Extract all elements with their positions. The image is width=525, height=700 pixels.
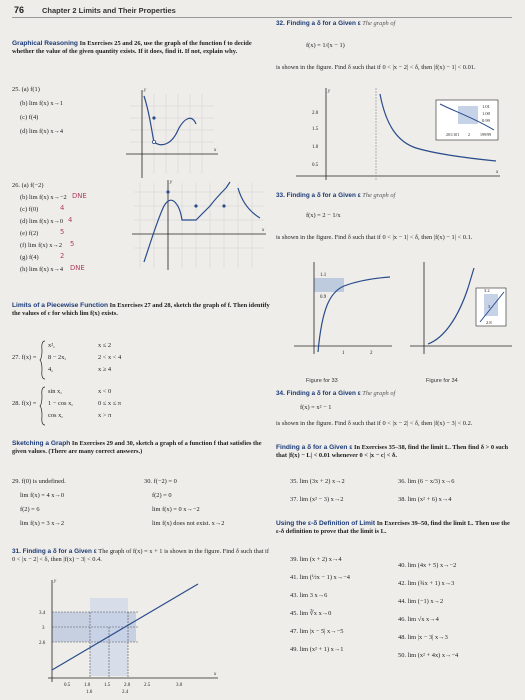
ex48: 48. lim |x − 3| x→3 [398, 634, 448, 641]
ex32-ylabel-2: 1.5 [312, 127, 319, 132]
ex31-xlabel-5: 2.5 [144, 683, 151, 688]
chapter-title: Chapter 2 Limits and Their Properties [42, 6, 176, 15]
exercise-32 [276, 20, 514, 28]
ex28-case-2: 1 − cos x, [48, 400, 73, 407]
ex34-title-tail: The graph of [362, 390, 396, 397]
exercise-27 [12, 340, 192, 380]
ex33-label-2: 0.9 [320, 295, 327, 300]
ex50: 50. lim (x² + 4x) x→−4 [398, 652, 459, 659]
ex26-a: 26. (a) f(−2) [12, 182, 44, 189]
ex32-function: f(x) = 1/(x − 1) [306, 42, 345, 49]
section-title: Limits of a Piecewise Function [12, 302, 108, 309]
ex31-ylabel-2: 3 [42, 626, 45, 631]
svg-text:y: y [54, 579, 57, 584]
piecewise-section [12, 302, 270, 318]
ex43: 43. lim 3 x→6 [290, 592, 328, 599]
ex34-label-1: 3.2 [484, 288, 490, 293]
section-title: Finding a δ for a Given ε [276, 444, 353, 451]
ex30-4: lim f(x) does not exist. x→2 [152, 520, 225, 527]
ex27-cond-3: x ≥ 4 [98, 366, 112, 373]
ex49: 49. lim (x² + 1) x→1 [290, 646, 344, 653]
ex31-xlabel-8: 2.4 [122, 690, 129, 695]
ex32-inset-2: 1.00 [482, 111, 490, 116]
ex32-ylabel-4: 0.5 [312, 163, 319, 168]
ex26-c: (c) f(0) [20, 206, 39, 213]
ex34-function: f(x) = x² − 1 [300, 404, 332, 411]
ex32-inset-3: 0.99 [482, 118, 490, 123]
ex36: 36. lim (6 − x/3) x→6 [398, 478, 455, 485]
ex39: 39. lim (x + 2) x→4 [290, 556, 342, 563]
svg-text:y: y [144, 88, 147, 93]
figure-caption-33: Figure for 33 [306, 378, 338, 384]
ex35: 35. lim (3x + 2) x→2 [290, 478, 345, 485]
ex31-xlabel-2: 1.0 [84, 683, 91, 688]
ex32-inset-1: 1.01 [482, 104, 490, 109]
ex38: 38. lim (x² + 6) x→4 [398, 496, 452, 503]
graphical-reasoning-section [12, 40, 270, 56]
ex32-title-tail: The graph of [362, 20, 396, 27]
ex44: 44. lim (−1) x→2 [398, 598, 444, 605]
ex31-graph [38, 576, 228, 696]
ex27-case-2: 8 − 2x, [48, 354, 66, 361]
handwriting-b: DNE [72, 192, 87, 200]
ex26-g: (g) f(4) [20, 254, 39, 261]
ex35-38-section [276, 444, 514, 460]
brace [40, 340, 46, 380]
section-title: Sketching a Graph [12, 440, 71, 447]
ex45: 45. lim ∛x x→0 [290, 610, 332, 617]
ex42: 42. lim (¾x + 1) x→3 [398, 580, 455, 587]
ex32-inset-4: 201/101 [446, 132, 460, 137]
ex32-inset-5: 2 [468, 132, 470, 137]
ex26-f: (f) lim f(x) x→2 [20, 242, 63, 249]
ex47: 47. lim |x − 5| x→−5 [290, 628, 344, 635]
handwriting-d: 4 [68, 216, 73, 224]
exercise-25 [12, 86, 132, 156]
ex39-50-list [276, 556, 514, 696]
figure-caption-34: Figure for 34 [426, 378, 458, 384]
ex32-inset-6: 199/99 [480, 132, 492, 137]
handwriting-e: 5 [60, 228, 65, 236]
ex27-case-3: 4, [48, 366, 53, 373]
ex40: 40. lim (4x + 5) x→−2 [398, 562, 457, 569]
ex31-xlabel-1: 0.5 [64, 683, 71, 688]
ex32-graph [286, 86, 506, 186]
eps-delta-section [276, 520, 514, 536]
ex37: 37. lim (x² − 3) x→2 [290, 496, 344, 503]
ex30-3: lim f(x) = 0 x→−2 [152, 506, 200, 513]
ex26-b: (b) lim f(x) x→−2 [20, 194, 67, 201]
exercise-31 [12, 548, 270, 564]
ex34-label-3: 2.8 [486, 320, 492, 325]
ex25-c: (c) f(4) [20, 114, 39, 121]
ex27-case-1: x², [48, 342, 55, 349]
ex31-xlabel-4: 2.0 [124, 683, 131, 688]
ex33-label-3: 1 [342, 351, 345, 356]
ex32-text: is shown in the figure. Find δ such that if 0 < |x − 2| < δ, then |f(x) − 1| < 0.01. [276, 64, 476, 71]
ex35-38-list [276, 478, 514, 518]
ex25-b: (b) lim f(x) x→1 [20, 100, 64, 107]
section-title: Using the ε-δ Definition of Limit [276, 520, 376, 527]
ex27-cond-2: 2 < x < 4 [98, 354, 122, 361]
ex25-graph [122, 84, 222, 184]
exercise-26 [12, 182, 132, 292]
ex30-2: f(2) = 0 [152, 492, 172, 499]
ex32-title: 32. Finding a δ for a Given ε [276, 20, 361, 27]
ex33-label-4: 2 [370, 351, 373, 356]
svg-text:y: y [328, 89, 331, 94]
ex29-2: lim f(x) = 4 x→0 [20, 492, 65, 499]
ex26-h: (h) lim f(x) x→4 [20, 266, 64, 273]
ex31-ylabel-3: 2.6 [39, 641, 46, 646]
ex25-a: 25. (a) f(1) [12, 86, 40, 93]
handwriting-g: 2 [60, 252, 65, 260]
exercise-30 [144, 478, 270, 538]
ex26-graph [130, 178, 270, 273]
ex33-graph [284, 258, 396, 370]
exercise-33 [276, 192, 514, 200]
ex33-function: f(x) = 2 − 1/x [306, 212, 341, 219]
svg-text:x: x [262, 228, 265, 233]
section-intro: In Exercises 27 and 28, sketch the graph of f. Then identify the values of c for which lim f(x) exists. [12, 302, 270, 318]
ex34-label-2: 3 [488, 304, 491, 309]
page-header [12, 4, 512, 18]
ex28-cond-3: x > π [98, 412, 112, 419]
brace [40, 386, 46, 426]
handwriting-c: 4 [60, 204, 65, 212]
page-number: 76 [14, 5, 25, 15]
svg-text:x: x [214, 672, 217, 677]
ex33-text: is shown in the figure. Find δ such that if 0 < |x − 1| < δ, then |f(x) − 1| < 0.1. [276, 234, 473, 241]
ex26-e: (e) f(2) [20, 230, 39, 237]
sketching-section [12, 440, 270, 456]
ex31-xlabel-3: 1.5 [104, 683, 111, 688]
ex28-case-1: sin x, [48, 388, 62, 395]
section-title: Graphical Reasoning [12, 40, 78, 47]
svg-text:x: x [496, 170, 499, 175]
ex32-ylabel-1: 2.0 [312, 111, 319, 116]
ex33-label-1: 1.1 [320, 273, 327, 278]
section-intro: In Exercises 29 and 30, sketch a graph of a function f that satisfies the given values. (There are many correct answers.) [12, 440, 262, 456]
ex29-3: f(2) = 6 [20, 506, 40, 513]
ex33-title: 33. Finding a δ for a Given ε [276, 192, 361, 199]
ex29-1: 29. f(0) is undefined. [12, 478, 66, 485]
svg-text:y: y [170, 180, 173, 185]
ex28-cond-2: 0 ≤ x ≤ π [98, 400, 122, 407]
ex28-cond-1: x < 0 [98, 388, 112, 395]
ex34-graph [404, 258, 516, 370]
section-intro: In Exercises 25 and 26, use the graph of the function f to decide whether the value of the given quantity exists. If it does, find it. If not, explain why. [12, 40, 252, 56]
svg-text:x: x [214, 148, 217, 153]
ex34-text: is shown in the figure. Find δ such that if 0 < |x − 2| < δ, then |f(x) − 3| < 0.2. [276, 420, 473, 427]
handwriting-f: 5 [70, 240, 75, 248]
ex28-label: 28. f(x) = [12, 400, 37, 407]
handwriting-h: DNE [70, 264, 85, 272]
exercise-29 [12, 478, 132, 538]
ex27-label: 27. f(x) = [12, 354, 37, 361]
ex41: 41. lim (½x − 1) x→−4 [290, 574, 350, 581]
ex33-title-tail: The graph of [362, 192, 396, 199]
ex27-cond-1: x ≤ 2 [98, 342, 112, 349]
ex46: 46. lim √x x→4 [398, 616, 439, 623]
exercise-28 [12, 386, 192, 426]
ex25-d: (d) lim f(x) x→4 [20, 128, 64, 135]
section-intro: In Exercises 39–50, find the limit L. Then use the ε-δ definition to prove that the limit is L. [276, 520, 510, 536]
ex34-title: 34. Finding a δ for a Given ε [276, 390, 361, 397]
ex28-case-3: cos x, [48, 412, 63, 419]
ex31-xlabel-6: 3.0 [176, 683, 183, 688]
ex32-ylabel-3: 1.0 [312, 145, 319, 150]
ex26-d: (d) lim f(x) x→0 [20, 218, 64, 225]
ex31-xlabel-7: 1.6 [86, 690, 93, 695]
section-intro: In Exercises 35–38, find the limit L. Then find δ > 0 such that |f(x) − L| < 0.01 whenever 0 < |x − c| < δ. [276, 444, 509, 460]
ex30-1: 30. f(−2) = 0 [144, 478, 177, 485]
ex29-4: lim f(x) = 3 x→2 [20, 520, 65, 527]
ex31-ylabel-1: 3.4 [39, 611, 46, 616]
ex31-text: The graph of f(x) = x + 1 is shown in the figure. Find δ such that if 0 < |x − 2| < δ, then |f(x) − 3| < 0.4. [12, 548, 269, 563]
ex31-title: 31. Finding a δ for a Given ε [12, 548, 97, 555]
exercise-34 [276, 390, 514, 398]
